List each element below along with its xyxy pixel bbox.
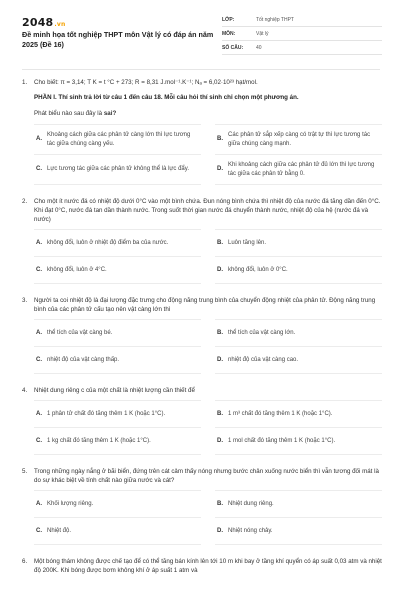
- prompt-text: Phát biểu nào sau đây là: [34, 110, 104, 117]
- option-text: 1 phân tử chất đó tăng thêm 1 K (hoặc 1°C).: [47, 410, 166, 417]
- option-text: không đổi, luôn ở nhiệt độ điểm ba của nước.: [47, 239, 169, 246]
- option-text: Khi khoảng cách giữa các phân tử đủ lớn thì lực tương tác giữa các phân tử bằng 0.: [228, 162, 375, 177]
- option-text: Các phân tử sắp xếp càng có trật tự thì lực tương tác giữa chúng càng mạnh.: [228, 132, 371, 147]
- option-text: Khối lượng riêng.: [47, 500, 94, 507]
- option-c[interactable]: [34, 427, 201, 455]
- meta-row-grade: [222, 13, 382, 27]
- option-label: B.: [217, 239, 223, 246]
- spacer: [22, 455, 382, 467]
- option-d[interactable]: [215, 346, 382, 374]
- option-label: D.: [217, 527, 223, 534]
- option-text: 1 kg chất đó tăng thêm 1 K (hoặc 1°C).: [47, 437, 151, 444]
- option-text: thể tích của vật càng bé.: [47, 329, 113, 336]
- option-text: Nhiệt dung riêng.: [228, 500, 274, 507]
- question-list: [22, 78, 382, 575]
- meta-key: LỚP:: [222, 16, 235, 23]
- option-label: C.: [36, 527, 42, 534]
- question-number: 1.: [22, 79, 28, 86]
- spacer: [22, 284, 382, 296]
- option-c[interactable]: [34, 517, 201, 545]
- meta-key: SỐ CÂU:: [222, 44, 244, 51]
- question-number: 3.: [22, 297, 28, 304]
- option-d[interactable]: [215, 427, 382, 455]
- meta-value: Vật lý: [256, 30, 269, 37]
- option-c[interactable]: [34, 346, 201, 374]
- option-b[interactable]: [215, 400, 382, 427]
- option-a[interactable]: [34, 229, 201, 256]
- option-a[interactable]: [34, 124, 201, 154]
- option-label: C.: [36, 437, 42, 444]
- option-label: C.: [36, 266, 42, 273]
- option-c[interactable]: [34, 154, 201, 185]
- question-1: [22, 78, 382, 185]
- option-b[interactable]: [215, 490, 382, 517]
- options-grid: [34, 124, 382, 185]
- option-label: B.: [217, 500, 223, 507]
- option-label: B.: [217, 410, 223, 417]
- question-6: [22, 557, 382, 575]
- question-text: Nhiệt dung riêng c của một chất là nhiệt lượng cần thiết để: [34, 387, 195, 394]
- question-5: [22, 467, 382, 545]
- logo-suffix-text: .vn: [54, 21, 66, 28]
- question-prompt: [34, 109, 382, 118]
- options-grid: [34, 229, 382, 284]
- option-d[interactable]: [215, 154, 382, 185]
- meta-value: Tốt nghiệp THPT: [256, 16, 294, 23]
- question-text: Cho biết: π = 3,14; T K = t °C + 273; R = 8,31 J.mol⁻¹.K⁻¹; Nₐ = 6,02·10²³ hạt/mol.: [34, 79, 258, 86]
- option-label: A.: [36, 410, 42, 417]
- option-label: D.: [217, 166, 223, 172]
- option-label: D.: [217, 437, 223, 444]
- meta-value: 40: [256, 44, 262, 51]
- meta-row-count: [222, 41, 382, 55]
- question-text: Cho một ít nước đá có nhiệt độ dưới 0°C vào một bình chứa. Đun nóng bình chứa thì nhiệt độ của nước đá tăng dần đến 0°C. Khi đạt 0°C, nước đá tan dần thành nước. Trong suốt thời gian nước đá chuyển thành nước, nhiệt độ của hệ (nước đá và nước): [34, 198, 381, 223]
- option-text: không đổi, luôn ở 4°C.: [47, 266, 107, 273]
- header-divider: [22, 69, 380, 70]
- question-text: Người ta coi nhiệt độ là đại lượng đặc trưng cho động năng trung bình của chuyển động nhiệt của phân tử. Động năng trung bình của các phân tử cấu tạo nên vật càng lớn thì: [34, 297, 376, 313]
- logo-main-text: 2048: [22, 16, 54, 29]
- meta-key: MÔN:: [222, 30, 236, 37]
- question-3: [22, 296, 382, 374]
- option-text: 1 mol chất đó tăng thêm 1 K (hoặc 1°C).: [228, 437, 336, 444]
- question-number: 5.: [22, 468, 28, 475]
- document-title: Đề minh họa tốt nghiệp THPT môn Vật lý có đáp án năm 2025 (Đề 16): [22, 30, 214, 49]
- option-text: Lực tương tác giữa các phân tử không thể là lực đẩy.: [47, 166, 189, 173]
- option-label: C.: [36, 356, 42, 363]
- option-d[interactable]: [215, 517, 382, 545]
- option-label: A.: [36, 136, 42, 142]
- option-text: Nhiệt độ.: [47, 527, 72, 534]
- question-2: [22, 197, 382, 284]
- option-label: C.: [36, 166, 42, 172]
- option-a[interactable]: [34, 319, 201, 346]
- option-b[interactable]: [215, 319, 382, 346]
- question-4: [22, 386, 382, 455]
- question-number: 4.: [22, 387, 28, 394]
- option-label: B.: [217, 329, 223, 336]
- options-grid: [34, 319, 382, 374]
- option-a[interactable]: [34, 490, 201, 517]
- option-text: thể tích của vật càng lớn.: [228, 329, 296, 336]
- option-text: Khoảng cách giữa các phân tử càng lớn thì lực tương tác giữa chúng càng yếu.: [47, 132, 191, 147]
- option-b[interactable]: [215, 229, 382, 256]
- document-meta: [222, 13, 382, 55]
- option-label: A.: [36, 239, 42, 246]
- site-logo[interactable]: [22, 16, 65, 29]
- question-number: 2.: [22, 198, 28, 205]
- spacer: [22, 374, 382, 386]
- options-grid: [34, 490, 382, 545]
- meta-row-subject: [222, 27, 382, 41]
- option-label: A.: [36, 329, 42, 336]
- spacer: [22, 545, 382, 557]
- option-b[interactable]: [215, 124, 382, 154]
- option-text: nhiệt độ của vật càng thấp.: [47, 356, 120, 363]
- option-text: 1 m³ chất đó tăng thêm 1 K (hoặc 1°C).: [228, 410, 333, 417]
- option-text: nhiệt độ của vật càng cao.: [228, 356, 299, 363]
- option-a[interactable]: [34, 400, 201, 427]
- document-header: [0, 0, 400, 66]
- option-label: D.: [217, 266, 223, 273]
- option-text: Nhiệt nóng chảy.: [228, 527, 273, 534]
- option-text: Luôn tăng lên.: [228, 239, 267, 246]
- question-text: Một bóng thám không được chế tạo để có thể tăng bán kính lên tới 10 m khi bay ở tầng khí quyển có áp suất 0,03 atm và nhiệt độ 200K. Khi bóng được bơm không khí ở áp suất 1 atm và: [34, 558, 382, 574]
- option-label: B.: [217, 136, 223, 142]
- question-number: 6.: [22, 558, 28, 565]
- options-grid: [34, 400, 382, 455]
- option-label: A.: [36, 500, 42, 507]
- option-label: D.: [217, 356, 223, 363]
- option-text: không đổi, luôn ở 0°C.: [228, 266, 288, 273]
- section-instruction: PHẦN I. Thí sinh trả lời từ câu 1 đến câu 18. Mỗi câu hỏi thí sinh chỉ chọn một phương án.: [34, 94, 299, 101]
- question-text: Trong những ngày nắng ở bãi biển, đứng trên cát cảm thấy nóng nhưng bước chân xuống nước biển thì vẫn tương đối mát là do sự khác biệt về tính chất nào giữa nước và cát?: [34, 468, 379, 484]
- option-c[interactable]: [34, 256, 201, 284]
- spacer: [22, 185, 382, 197]
- option-d[interactable]: [215, 256, 382, 284]
- prompt-emphasis: sai?: [103, 110, 117, 117]
